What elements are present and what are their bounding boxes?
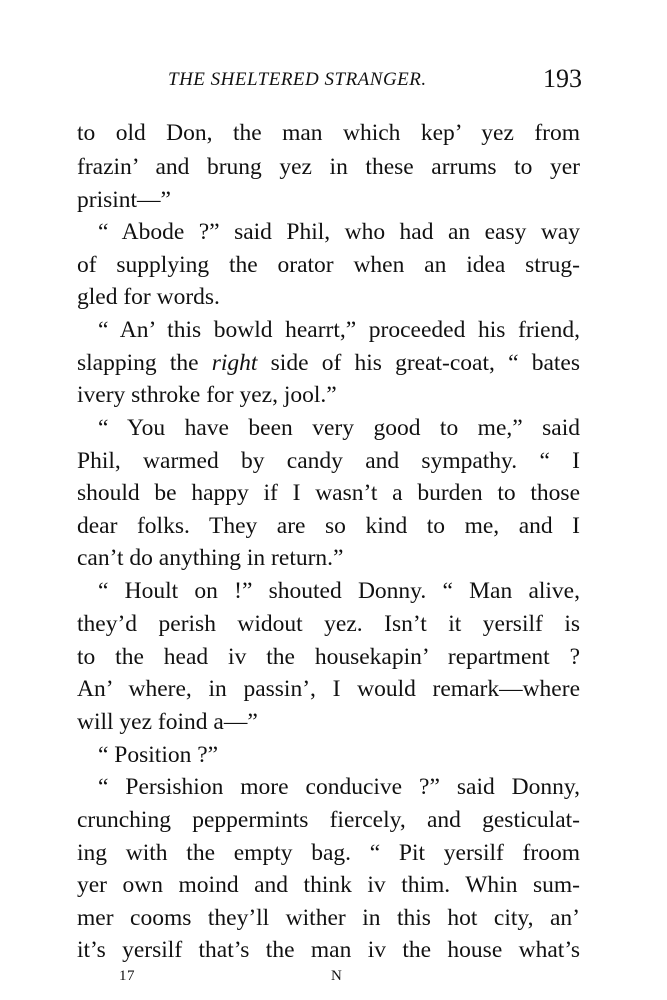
text-line: dear folks. They are so kind to me, and I xyxy=(77,513,580,539)
text-line: to old Don, the man which kep’ yez from xyxy=(77,120,580,146)
running-head: THE SHELTERED STRANGER. xyxy=(168,69,427,90)
text-line: “ Hoult on !” shouted Donny. “ Man alive, xyxy=(98,578,580,604)
signature-letter: N xyxy=(331,968,343,984)
text-line: should be happy if I wasn’t a burden to those xyxy=(77,480,580,506)
text-line: to the head iv the housekapin’ repartment ? xyxy=(77,644,580,670)
italic-emphasis: right xyxy=(211,350,258,376)
text-line: yer own moind and think iv thim. Whin sum- xyxy=(77,872,580,898)
text-line: of supplying the orator when an idea strug- xyxy=(77,252,580,278)
text-line: it’s yersilf that’s the man iv the house what’s xyxy=(77,937,580,963)
text-line: “ Abode ?” said Phil, who had an easy way xyxy=(98,219,580,245)
text-line: ing with the empty bag. “ Pit yersilf froom xyxy=(77,840,580,866)
text-line: they’d perish widout yez. Isn’t it yersilf is xyxy=(77,611,580,637)
text-line: “ An’ this bowld hearrt,” proceeded his friend, xyxy=(98,317,580,343)
text-line: crunching peppermints fiercely, and gesticulat- xyxy=(77,807,580,833)
text-line: “ Persishion more conducive ?” said Donny, xyxy=(98,774,580,800)
signature-number: 17 xyxy=(119,968,135,984)
text-line: “ Position ?” xyxy=(98,742,219,768)
text-line: ivery sthroke for yez, jool.” xyxy=(77,382,337,408)
text-line: mer cooms they’ll wither in this hot city, an’ xyxy=(77,905,580,931)
text-line: Phil, warmed by candy and sympathy. “ I xyxy=(77,448,580,474)
text-line-with-italic: slapping the right side of his great-coat, “ bates xyxy=(77,350,580,376)
text-line: prisint—” xyxy=(77,187,171,213)
text-line: “ You have been very good to me,” said xyxy=(98,415,580,441)
text-line: frazin’ and brung yez in these arrums to yer xyxy=(77,154,580,180)
text-line: An’ where, in passin’, I would remark—where xyxy=(77,676,580,702)
text-line: can’t do anything in return.” xyxy=(77,545,344,571)
text-line: gled for words. xyxy=(77,284,220,310)
page-number: 193 xyxy=(543,64,582,93)
text-line: will yez foind a—” xyxy=(77,709,258,735)
